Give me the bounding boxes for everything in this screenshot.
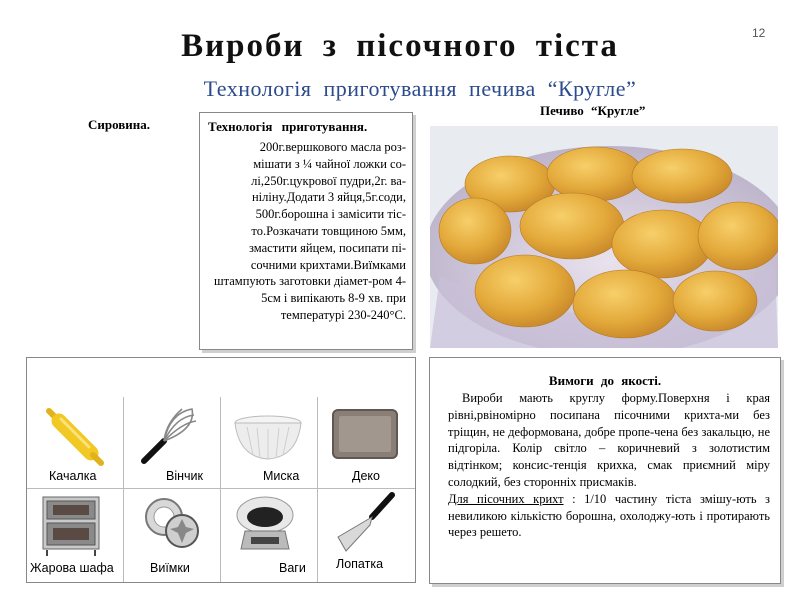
tool-label: Жарова шафа [30,561,114,575]
tool-cell-spatula [318,489,415,582]
baking-tray-icon [330,407,400,461]
bowl-icon [231,413,305,463]
tool-label: Миска [263,469,300,483]
tool-label: Вінчик [166,469,203,483]
tool-cell-cookie-cutters [124,489,221,582]
tool-cell-scale [221,489,318,582]
tool-cell-rolling-pin [27,397,124,489]
tool-label: Виїмки [150,561,190,575]
tool-label: Качалка [49,469,97,483]
tools-header-cell [26,357,416,399]
technology-title: Технологія приготування. [208,119,368,134]
rolling-pin-icon [41,405,111,467]
page-subtitle: Технологія приготування печива “Кругле” [203,76,637,101]
crumbs-label: Для пісочних крихт [448,491,564,506]
quality-requirements-box [429,357,781,584]
page-title: Вироби з пісочного тіста [181,28,619,64]
raw-materials-label: Сировина. [88,117,151,132]
quality-paragraph: Вироби мають круглу форму.Поверхня і края рівні,рвіномірно посипана пісочними крихта-ми без тріщин, не деформована, добре пропе-чена без закальцю, не підгоріла. Колір світло – коричневий з золотистим відтінком; консис-тенція крихка, смак приємний міру солодкий, без сторонніх присмаків. [448,391,770,489]
cookie-photo [430,126,778,348]
tool-cell-whisk [124,397,221,489]
tool-label: Лопатка [336,557,384,571]
quality-text [448,390,770,541]
technology-box [199,112,413,350]
tool-cell-oven [27,489,124,582]
crumbs-text: : 1/10 частину тіста змішу-ють з невиликою кількістю борошна, охолоджу-ють і протирають через решето. [448,491,770,540]
tools-table [26,397,416,583]
tool-label: Деко [352,469,380,483]
oven-icon [39,493,103,557]
cookie-caption: Печиво “Кругле” [540,103,646,118]
tool-label: Ваги [279,561,306,575]
tool-cell-baking-tray [318,397,415,489]
cookies-plate-image [430,126,778,348]
spatula-icon [332,491,398,553]
whisk-icon [140,403,200,465]
quality-title: Вимоги до якості. [548,373,662,388]
cookie-cutters-icon [140,493,204,553]
tool-cell-bowl [221,397,318,489]
crumbs-paragraph [448,491,770,541]
scale-icon [233,491,297,557]
page-number: 12 [752,26,766,40]
technology-text: 200г.вершкового масла роз-мішати з ¼ чайної ложки со-лі,250г.цукрової пудри,2г. ва-ніліну.Додати 3 яйця,5г.соди, 500г.борошна і замісити тіс-то.Розкачати товщиною 5мм, змастити яйцем, посипати пі-сочними крихтами.Виїмками штампують заготовки діамет-ром 4-5см і випікають 8-9 хв. при температурі 230-240°С. [214,140,406,322]
